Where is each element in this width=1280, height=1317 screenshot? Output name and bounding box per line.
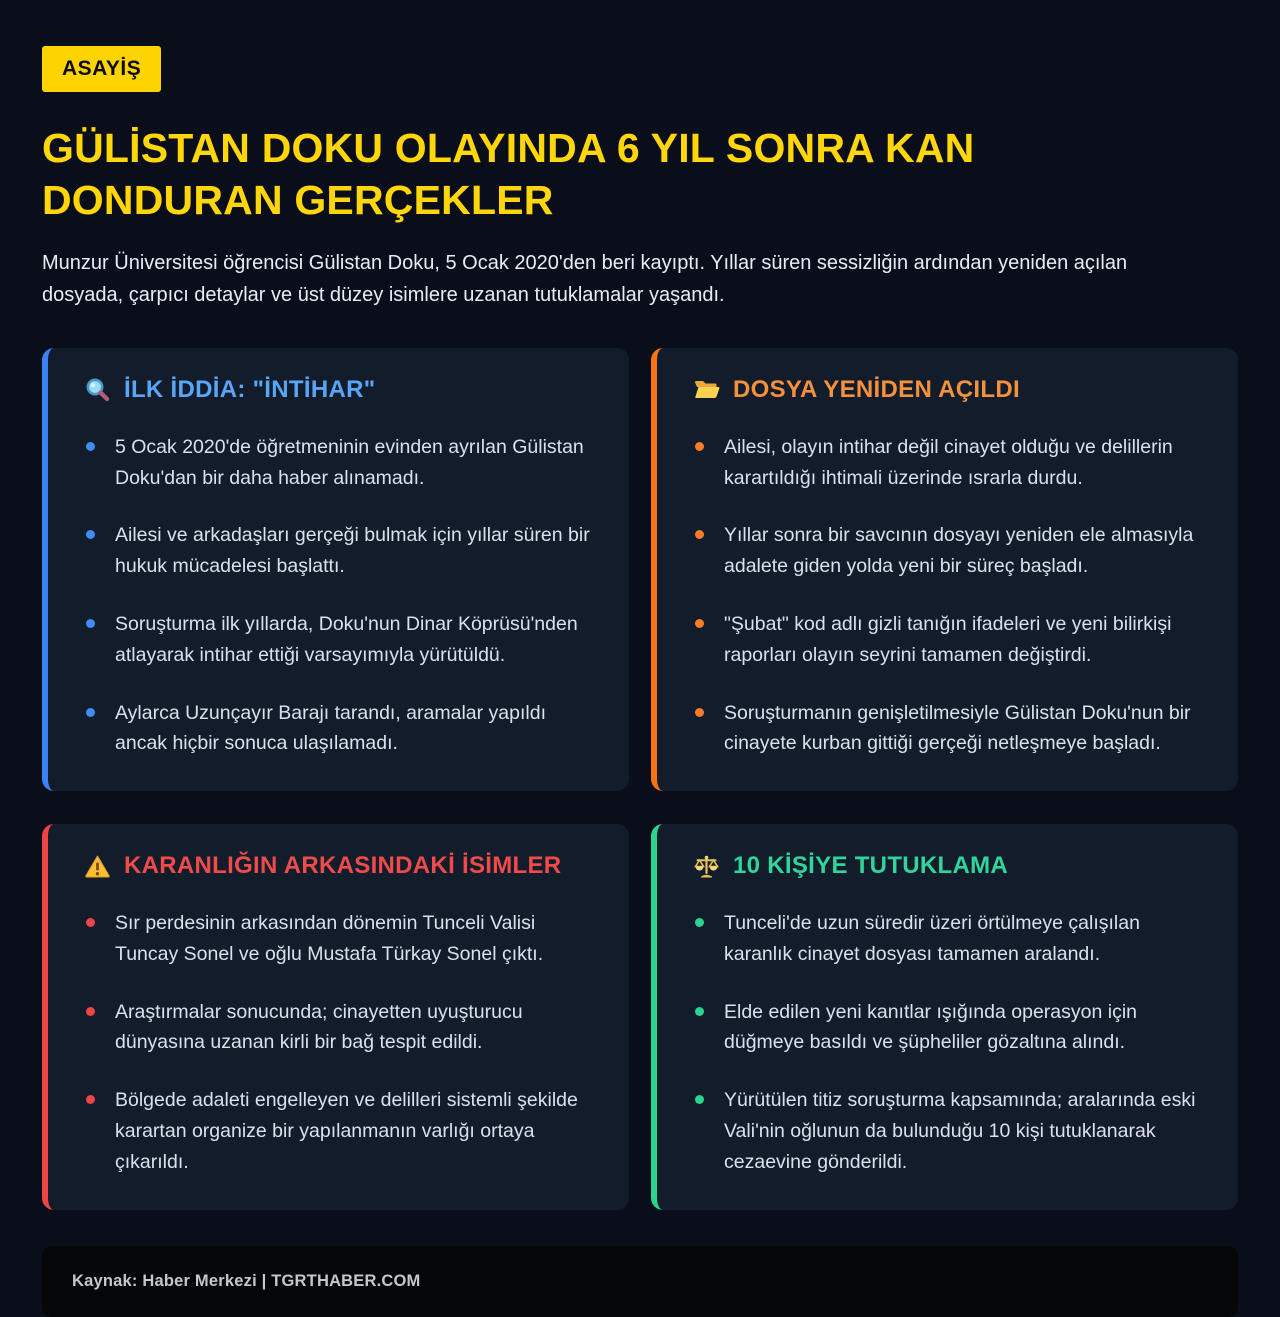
- list-item: [695, 520, 1208, 582]
- bullet-text: Yürütülen titiz soruşturma kapsamında; aralarında eski Vali'nin oğlunun da bulunduğu 10 kişi tutuklanarak cezaevine gönderildi.: [724, 1089, 1196, 1173]
- category-badge: ASAYİŞ: [42, 46, 161, 92]
- list-item: [695, 997, 1208, 1059]
- card-title: [693, 376, 1208, 404]
- list-item: [86, 609, 599, 671]
- card-karanligin-isimleri: [42, 824, 629, 1210]
- magnifier-icon: [84, 376, 111, 403]
- bullet-text: 5 Ocak 2020'de öğretmeninin evinden ayrılan Gülistan Doku'dan bir daha haber alınamadı.: [115, 435, 584, 489]
- list-item: [86, 432, 599, 494]
- bullet-dot: [86, 918, 95, 927]
- card-title: [84, 376, 599, 404]
- bullet-dot: [86, 708, 95, 717]
- list-item: [86, 520, 599, 582]
- list-item: [695, 698, 1208, 760]
- cards-grid: [42, 348, 1238, 1210]
- bullet-text: Yıllar sonra bir savcının dosyayı yeniden ele almasıyla adalete giden yolda yeni bir süreç başladı.: [724, 524, 1194, 578]
- card-title-label: DOSYA YENİDEN AÇILDI: [733, 375, 1020, 403]
- bullet-text: Ailesi ve arkadaşları gerçeği bulmak için yıllar süren bir hukuk mücadelesi başlattı.: [115, 524, 590, 578]
- bullet-dot: [695, 1007, 704, 1016]
- bullet-list: [685, 432, 1208, 759]
- card-title-label: İLK İDDİA: "İNTİHAR": [124, 375, 376, 403]
- card-title-label: 10 KİŞİYE TUTUKLAMA: [733, 852, 1009, 880]
- bullet-text: Soruşturmanın genişletilmesiyle Gülistan Doku'nun bir cinayete kurban gittiği gerçeği netleşmeye başladı.: [724, 701, 1191, 755]
- source-text: Kaynak: Haber Merkezi | TGRTHABER.COM: [72, 1271, 421, 1290]
- bullet-dot: [695, 530, 704, 539]
- card-ilk-iddia: [42, 348, 629, 791]
- bullet-dot: [695, 918, 704, 927]
- list-item: [695, 1085, 1208, 1177]
- bullet-text: Araştırmalar sonucunda; cinayetten uyuşturucu dünyasına uzanan kirli bir bağ tespit edildi.: [115, 1000, 523, 1054]
- bullet-list: [76, 432, 599, 759]
- bullet-text: Ailesi, olayın intihar değil cinayet olduğu ve delillerin karartıldığı ihtimali üzerinde ısrarla durdu.: [724, 435, 1173, 489]
- bullet-dot: [695, 708, 704, 717]
- list-item: [695, 432, 1208, 494]
- bullet-dot: [86, 1007, 95, 1016]
- card-tutuklama: [651, 824, 1238, 1210]
- bullet-dot: [86, 1095, 95, 1104]
- bullet-list: [685, 908, 1208, 1178]
- bullet-dot: [86, 619, 95, 628]
- bullet-dot: [695, 442, 704, 451]
- card-dosya-acildi: [651, 348, 1238, 791]
- bullet-text: Soruşturma ilk yıllarda, Doku'nun Dinar Köprüsü'nden atlayarak intihar ettiği varsayımıyla yürütüldü.: [115, 612, 578, 666]
- page-title: GÜLİSTAN DOKU OLAYINDA 6 YIL SONRA KAN DONDURAN GERÇEKLER: [42, 125, 975, 224]
- bullet-dot: [695, 619, 704, 628]
- bullet-text: Bölgede adaleti engelleyen ve delilleri sistemli şekilde karartan organize bir yapılanmanın varlığı ortaya çıkarıldı.: [115, 1089, 578, 1173]
- list-item: [86, 1085, 599, 1177]
- intro-paragraph: Munzur Üniversitesi öğrencisi Gülistan Doku, 5 Ocak 2020'den beri kayıptı. Yıllar süren sessizliğin ardından yeniden açılan dosyada, çarpıcı detaylar ve üst düzey isimlere uzanan tutuklamalar yaşandı.: [42, 251, 1128, 307]
- bullet-text: "Şubat" kod adlı gizli tanığın ifadeleri ve yeni bilirkişi raporları olayın seyrini tamamen değiştirdi.: [724, 612, 1172, 666]
- card-title: [693, 852, 1208, 880]
- bullet-dot: [86, 442, 95, 451]
- scales-icon: [693, 853, 720, 880]
- list-item: [86, 908, 599, 970]
- list-item: [86, 698, 599, 760]
- bullet-text: Elde edilen yeni kanıtlar ışığında operasyon için düğmeye basıldı ve şüpheliler gözaltına alındı.: [724, 1000, 1138, 1054]
- bullet-dot: [86, 530, 95, 539]
- card-title: [84, 852, 599, 880]
- bullet-list: [76, 908, 599, 1178]
- card-title-label: KARANLIĞIN ARKASINDAKİ İSİMLER: [124, 852, 562, 880]
- list-item: [695, 908, 1208, 970]
- list-item: [695, 609, 1208, 671]
- bullet-text: Aylarca Uzunçayır Barajı tarandı, aramalar yapıldı ancak hiçbir sonuca ulaşılamadı.: [115, 701, 546, 755]
- warning-icon: [84, 853, 111, 880]
- bullet-dot: [695, 1095, 704, 1104]
- open-folder-icon: [693, 376, 720, 403]
- list-item: [86, 997, 599, 1059]
- bullet-text: Sır perdesinin arkasından dönemin Tunceli Valisi Tuncay Sonel ve oğlu Mustafa Türkay Sonel çıktı.: [115, 912, 544, 965]
- source-bar: [42, 1246, 1238, 1317]
- bullet-text: Tunceli'de uzun süredir üzeri örtülmeye çalışılan karanlık cinayet dosyası tamamen aralandı.: [724, 912, 1140, 965]
